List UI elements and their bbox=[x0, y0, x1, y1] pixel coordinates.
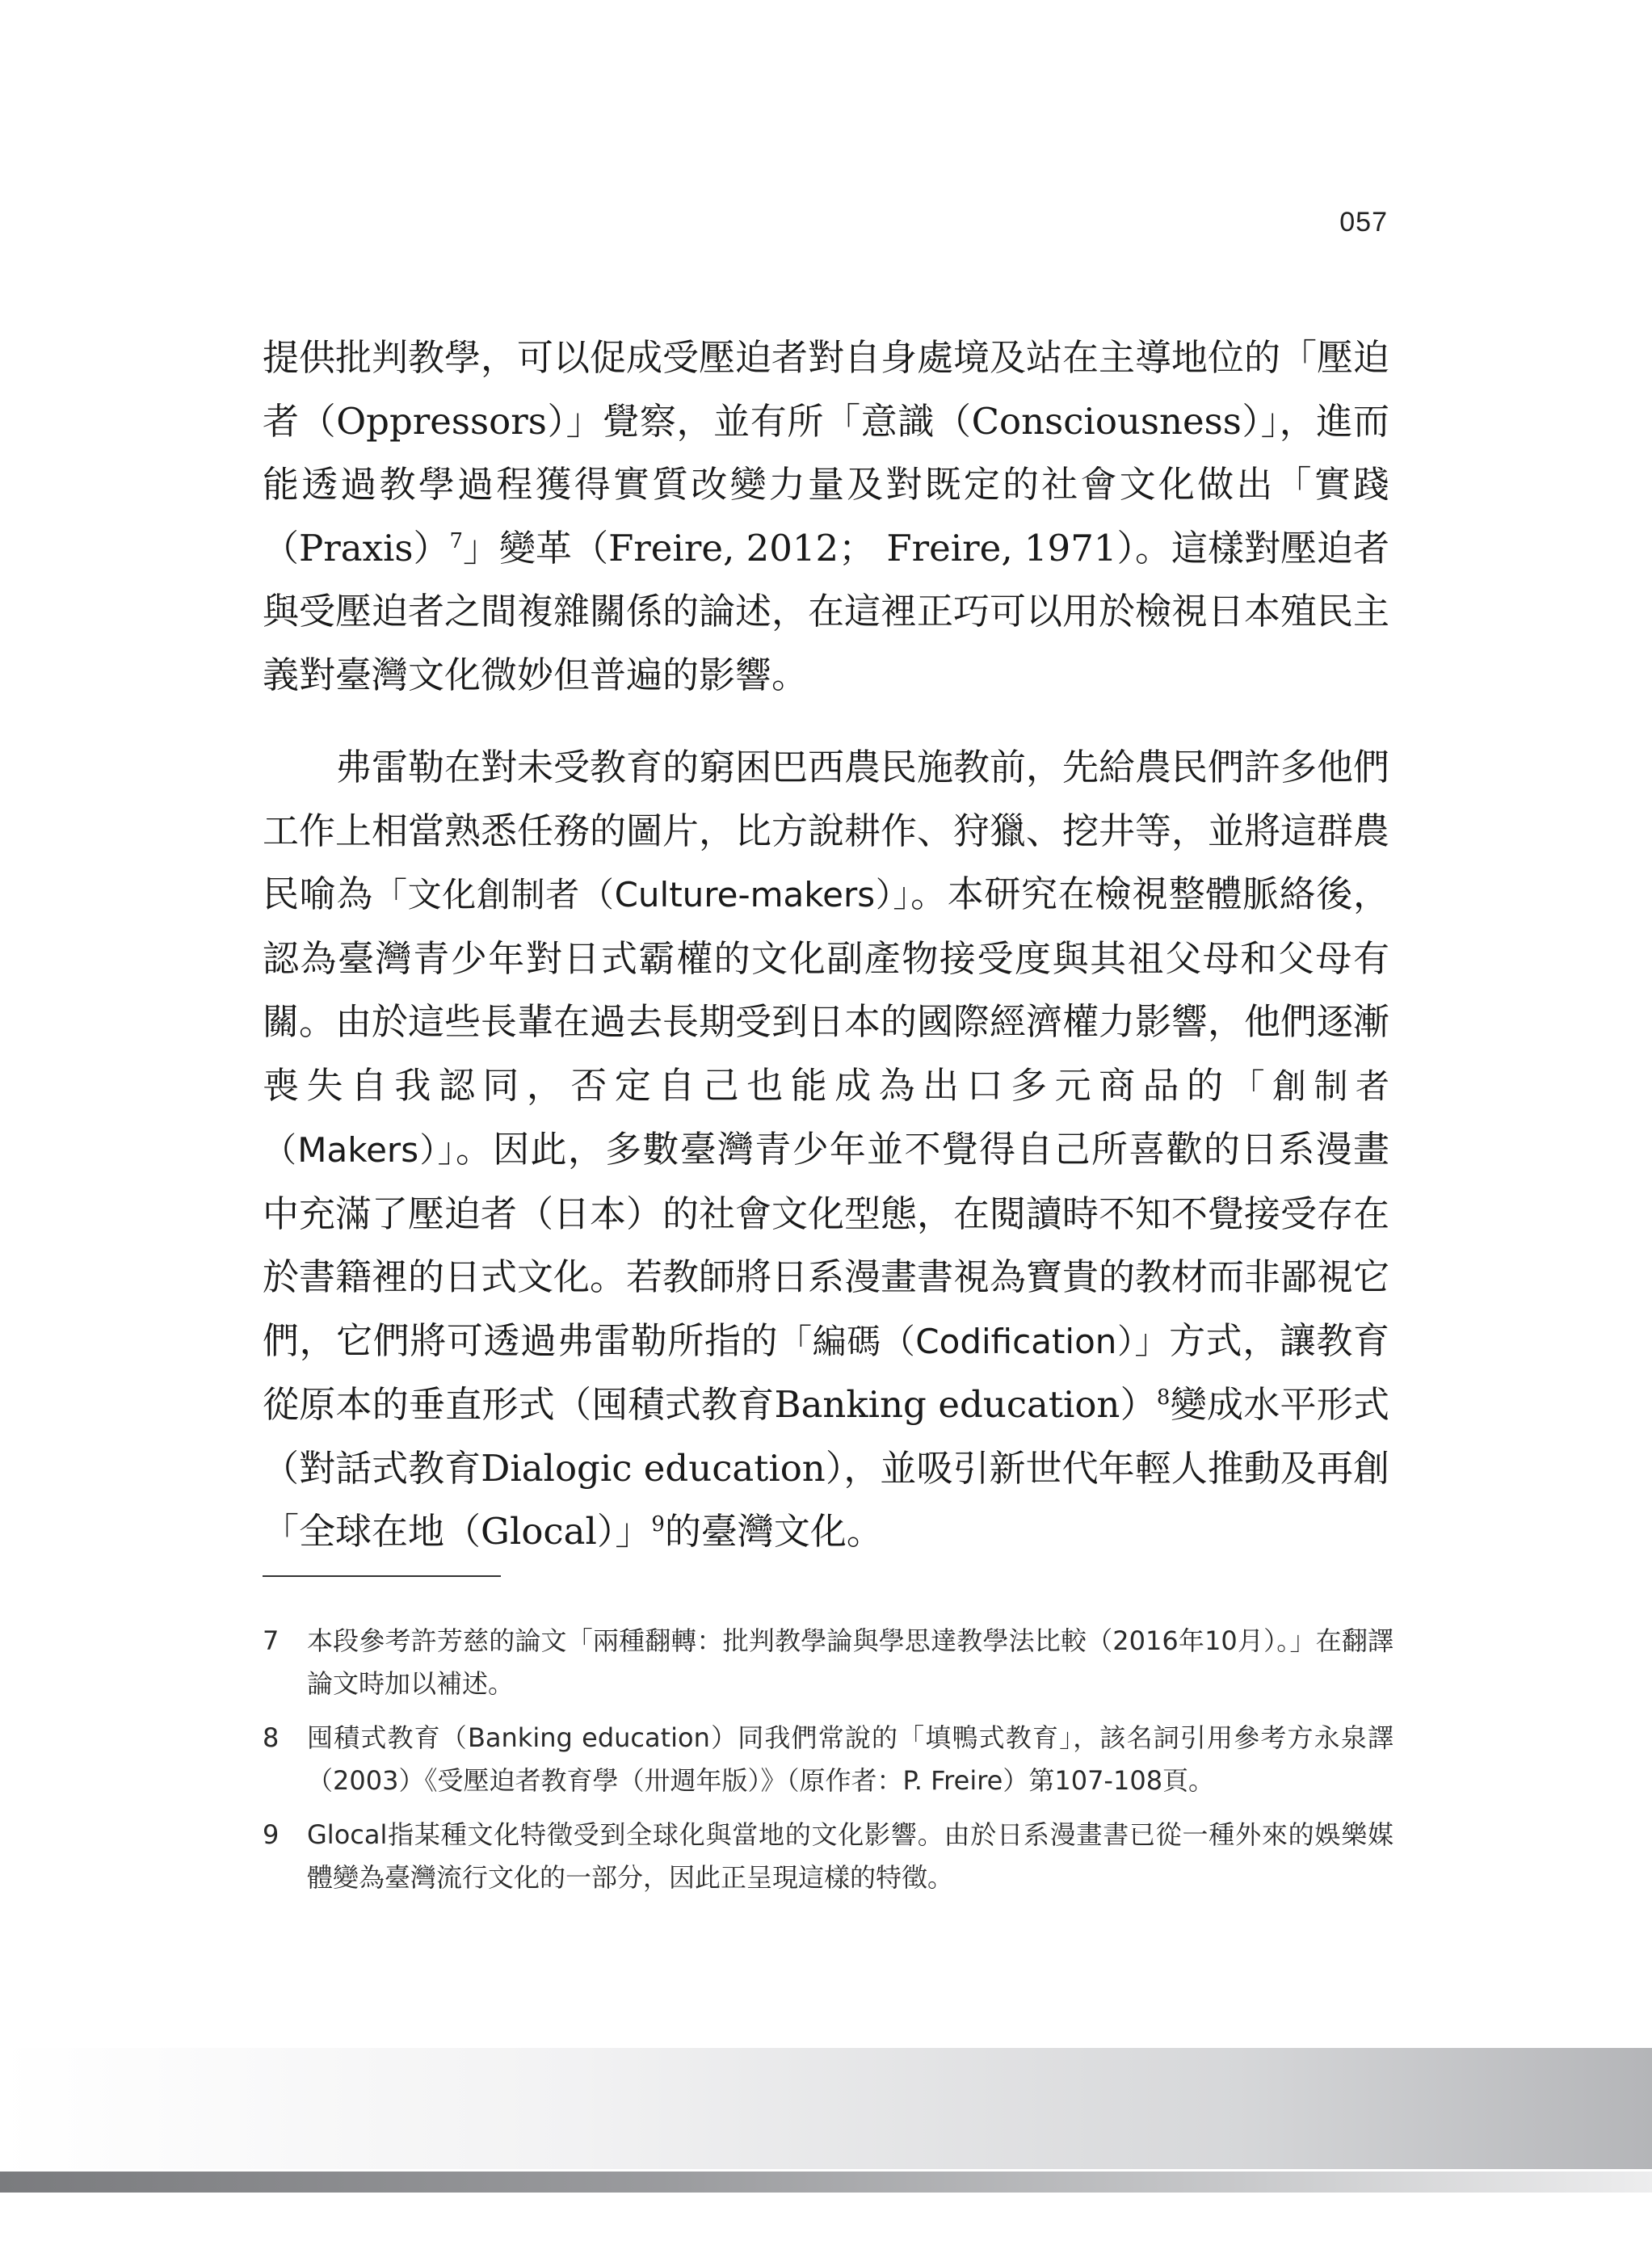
paragraph-text: 。本研究在檢視整體脈絡後，認為臺灣青少年對日式霸權的文化副產物接受度與其祖父母和父母有關。由於這些長輩在過去長期受到日本的國際經濟權力影響，他們逐漸喪失自我認同，否定自己也能成為出口多元商品的 bbox=[263, 872, 1390, 1107]
footnote-ref-9[interactable]: 9 bbox=[651, 1512, 665, 1537]
paragraph-text: 的臺灣文化。 bbox=[664, 1510, 883, 1553]
paragraph-text: 弗雷勒在對未受教育的窮困巴西農民施教前，先給農民們許多他們工作上相當熟悉任務的圖片，比方說耕作、狩獵、挖井等，並將這群農民喻為 bbox=[263, 746, 1390, 915]
footnote-text: 本段參考許芳慈的論文「兩種翻轉：批判教學論與學思達教學法比較（2016年10月）。」在翻譯論文時加以補述。 bbox=[307, 1625, 1393, 1699]
footnote-ref-7[interactable]: 7 bbox=[449, 528, 464, 553]
footnote-text: Glocal指某種文化特徵受到全球化與當地的文化影響。由於日系漫畫書已從一種外來的娛樂媒體變為臺灣流行文化的一部分，因此正呈現這樣的特徵。 bbox=[307, 1819, 1393, 1893]
footer-bar bbox=[0, 2172, 1652, 2193]
footnote-9 bbox=[263, 1814, 1393, 1899]
footnote-number: 8 bbox=[263, 1722, 280, 1753]
page-number: 057 bbox=[1339, 207, 1388, 238]
footnotes-section bbox=[263, 1620, 1393, 1911]
emphasized-term-codification: 「編碼（Codification）」 bbox=[778, 1321, 1170, 1361]
footnote-8 bbox=[263, 1717, 1393, 1802]
paragraph-text: 」變革（Freire, 2012； Freire, 1971）。這樣對壓迫者與受壓迫者之間複雜關係的論述，在這裡正巧可以用於檢視日本殖民主義對臺灣文化微妙但普遍的影響。 bbox=[263, 526, 1390, 696]
emphasized-term-culture-makers: 「文化創制者（Culture-makers）」 bbox=[372, 875, 911, 914]
emphasized-term-makers: 「創制者（Makers）」 bbox=[263, 1066, 1389, 1170]
footnote-number: 9 bbox=[263, 1819, 280, 1850]
paragraph-text: 方式，讓教育從原本的垂直形式（囤積式教育Banking education） bbox=[263, 1318, 1389, 1426]
footer-gradient-band bbox=[0, 2048, 1652, 2169]
footnote-divider bbox=[263, 1575, 501, 1577]
paragraph-text: 提供批判教學，可以促成受壓迫者對自身處境及站在主導地位的「壓迫者（Oppressors）」覺察，並有所「意識（Consciousness）」，進而能透過教學過程獲得實質改變力量及對既定的社會文化做出「實踐（Praxis） bbox=[263, 336, 1390, 570]
paragraph-text: 變成水平形式（對話式教育Dialogic education），並吸引新世代年輕人推動及再創「全球在地（Glocal）」 bbox=[263, 1383, 1389, 1553]
footnote-ref-8[interactable]: 8 bbox=[1156, 1385, 1171, 1410]
body-paragraph-2 bbox=[263, 736, 1389, 1564]
footnote-number: 7 bbox=[263, 1625, 280, 1656]
body-paragraph-1 bbox=[263, 326, 1389, 707]
footnote-text: 囤積式教育（Banking education）同我們常說的「填鴨式教育」，該名詞引用參考方永泉譯（2003）《受壓迫者教育學（卅週年版）》（原作者：P. Freire）第107-108頁。 bbox=[307, 1722, 1393, 1796]
paragraph-text: 。因此，多數臺灣青少年並不覺得自己所喜歡的日系漫畫中充滿了壓迫者（日本）的社會文化型態，在閱讀時不知不覺接受存在於書籍裡的日式文化。若教師將日系漫畫書視為寶貴的教材而非鄙視它們，它們將可透過弗雷勒所指的 bbox=[263, 1128, 1390, 1362]
footnote-7 bbox=[263, 1620, 1393, 1705]
